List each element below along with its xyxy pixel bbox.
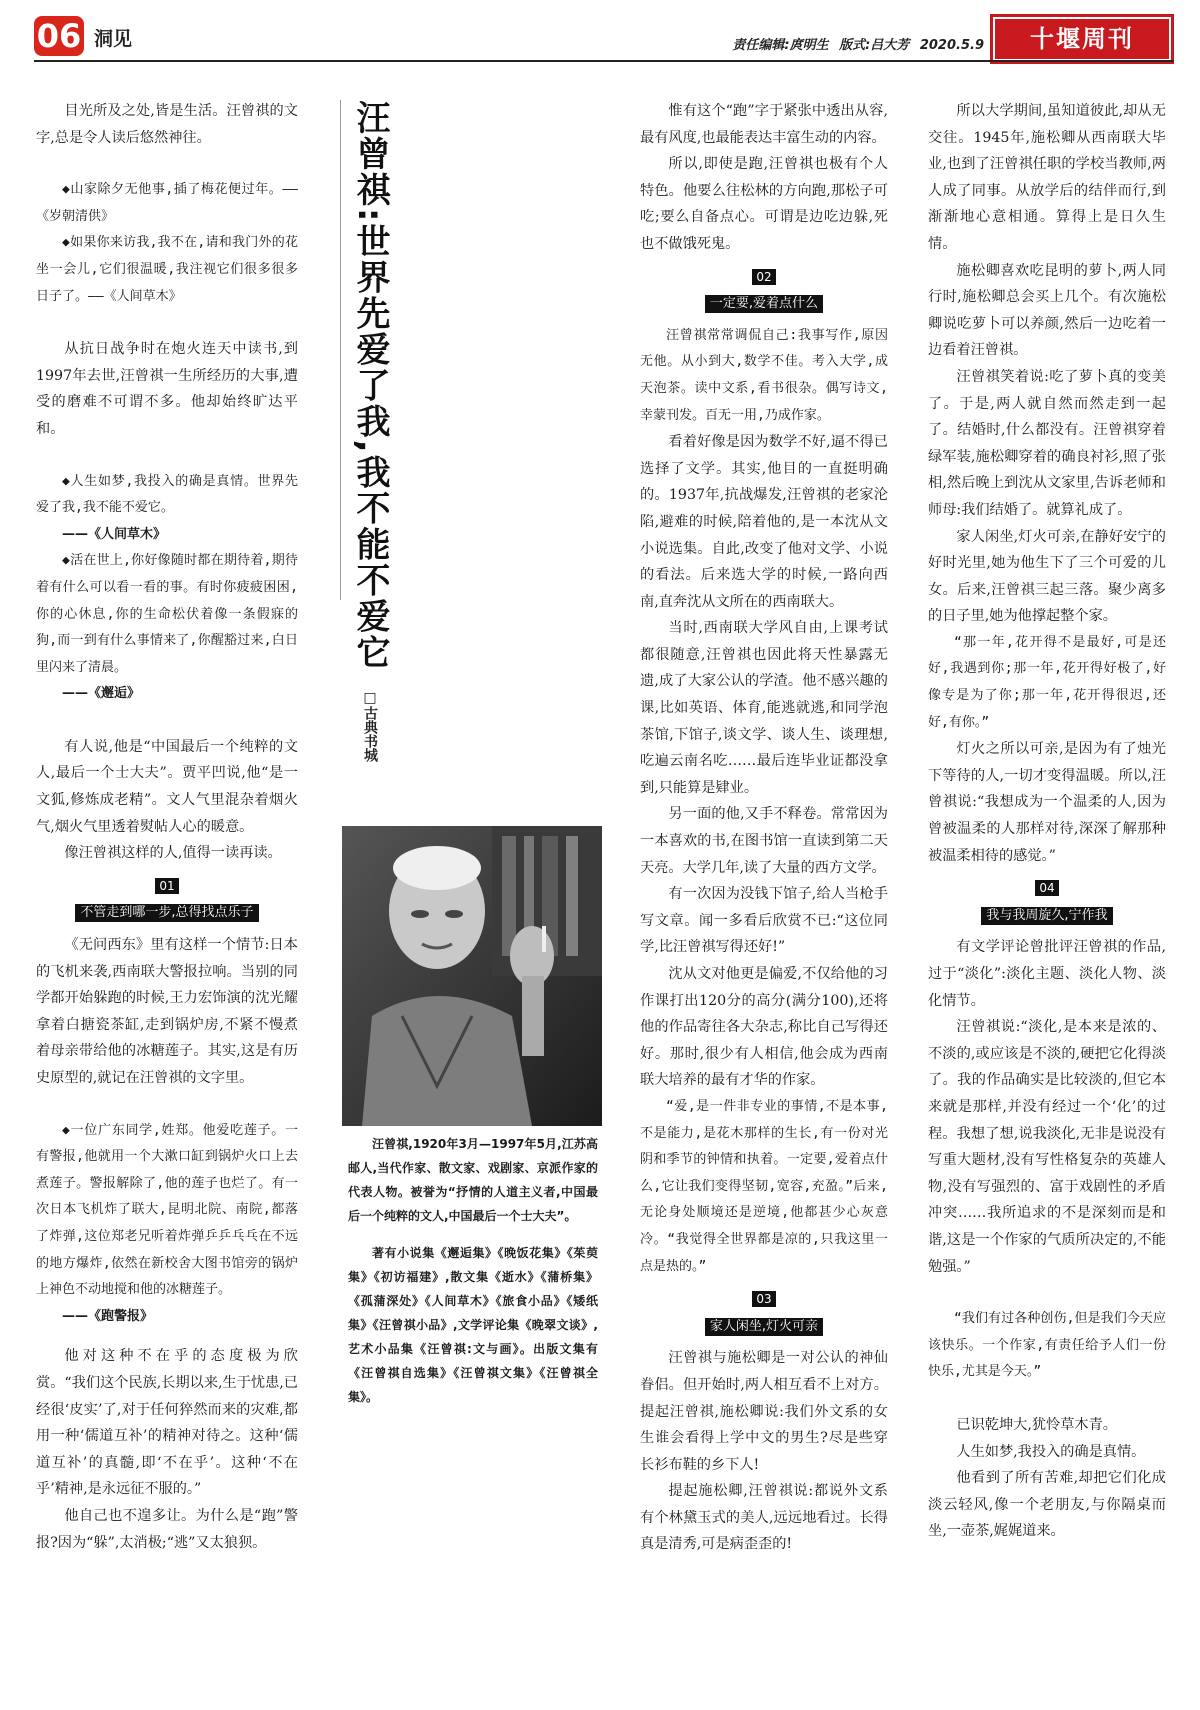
paragraph: 另一面的他,又手不释卷。常常因为一本喜欢的书,在图书馆一直读到第二天天亮。大学几年,读了大量的西方文学。 xyxy=(640,806,888,876)
quote: ◆山家除夕无他事,插了梅花便过年。——《岁朝清供》 xyxy=(36,182,298,224)
caption-works: 著有小说集《邂逅集》《晚饭花集》《茱萸集》《初访福建》,散文集《逝水》《蒲桥集》《孤蒲深处》《人间草木》《旅食小品》《矮纸集》《汪曾祺小品》,文学评论集《晚翠文谈》,艺术小品集《汪曾祺:文与画》。出版文集有《汪曾祺自选集》《汪曾祺文集》《汪曾祺全集》。 xyxy=(348,1246,598,1404)
article-byline: □古典书城 xyxy=(362,690,378,762)
paragraph: 汪曾祺与施松卿是一对公认的神仙眷侣。但开始时,两人相互看不上对方。提起汪曾祺,施松卿说:我们外文系的女生谁会看得上学中文的男生?尽是些穿长衫布鞋的乡下人! xyxy=(640,1350,888,1473)
paragraph: 人生如梦,我投入的确是真情。 xyxy=(956,1443,1146,1460)
quote-source: ——《人间草木》 xyxy=(62,526,167,542)
paragraph: 像汪曾祺这样的人,值得一读再读。 xyxy=(64,845,282,862)
section-title: 一定要,爱着点什么 xyxy=(705,295,823,313)
paragraph: 他看到了所有苦难,却把它们化成淡云轻风,像一个老朋友,与你隔桌而坐,一壶茶,娓娓道来。 xyxy=(928,1470,1166,1540)
paragraph: 他自己也不遑多让。为什么是“跑”警报?因为“躲”,太消极;“逃”又太狼狈。 xyxy=(36,1507,298,1551)
section-title: 家人闲坐,灯火可亲 xyxy=(705,1318,823,1336)
paragraph: 当时,西南联大学风自由,上课考试都很随意,汪曾祺也因此将天性暴露无遗,成了大家公认的学渣。他不感兴趣的课,比如英语、体育,能逃就逃,和同学泡茶馆,下馆子,谈文学、谈人生、谈理想,吃遍云南名吃……最后连毕业证都没拿到,只能算是肄业。 xyxy=(640,620,888,796)
section-heading-01 xyxy=(36,873,298,926)
section-number: 04 xyxy=(1035,880,1058,896)
paragraph: 他对这种不在乎的态度极为欣赏。“我们这个民族,长期以来,生于忧患,已经很‘皮实’了,对于任何猝然而来的灾难,都用一种‘儒道互补’的精神对待之。这种‘儒道互补’的真髓,即‘不在乎’。这种‘不在乎’精神,是永远征不服的。” xyxy=(36,1348,298,1498)
section-name: 洞见 xyxy=(94,28,133,50)
quote: “爱,是一件非专业的事情,不是本事,不是能力,是花木那样的生长,有一份对光阴和季节的钟情和执着。一定要,爱着点什么,它让我们变得坚韧,宽容,充盈。”后来,无论身处顺境还是逆境,他都甚少心灰意冷。“我觉得全世界都是凉的,只我这里一点是热的。” xyxy=(640,1098,888,1274)
photo-caption xyxy=(348,1132,598,1409)
section-heading-04 xyxy=(928,875,1166,928)
paragraph: 所以大学期间,虽知道彼此,却从无交往。1945年,施松卿从西南联大毕业,也到了汪曾祺任职的学校当教师,两人成了同事。从放学后的结伴而行,到渐渐地心意相通。算得上是日久生情。 xyxy=(928,103,1166,252)
paragraph: 《无问西东》里有这样一个情节:日本的飞机来袭,西南联大警报拉响。当别的同学都开始躲跑的时候,王力宏饰演的沈光耀拿着白搪瓷茶缸,走到锅炉房,不紧不慢煮着母亲带给他的冰糖莲子。其实,这是有历史原型的,就记在汪曾祺的文字里。 xyxy=(36,937,298,1086)
paragraph: 汪曾祺说:“淡化,是本来是浓的、不淡的,或应该是不淡的,硬把它化得淡了。我的作品确实是比较淡的,但它本来就是那样,并没有经过一个‘化’的过程。我想了想,说我淡化,无非是说没有写重大题材,没有写性格复杂的英雄人物,没有写强烈的、富于戏剧性的矛盾冲突……我所追求的不是深刻而是和谐,这是一个作家的气质所决定的,不能勉强。” xyxy=(928,1019,1166,1275)
section-heading-03 xyxy=(640,1286,888,1339)
section-number: 02 xyxy=(752,269,775,285)
column-4 xyxy=(928,98,1166,1545)
section-heading-02 xyxy=(640,264,888,317)
column-divider xyxy=(340,100,341,600)
quote-source: ——《邂逅》 xyxy=(62,686,141,702)
author-photo xyxy=(342,826,602,1126)
paragraph: 施松卿喜欢吃昆明的萝卜,两人同行时,施松卿总会买上几个。有次施松卿说吃萝卜可以养颜,然后一边吃着一边看着汪曾祺。 xyxy=(928,262,1166,359)
paragraph: 惟有这个“跑”字于紧张中透出从容,最有风度,也最能表达丰富生动的内容。 xyxy=(640,103,888,146)
issue-date: 2020.5.9 xyxy=(919,38,984,53)
article-title: 汪曾祺:世界先爱了我,我不能不爱它 xyxy=(350,100,390,671)
quote: ◆活在世上,你好像随时都在期待着,期待着有什么可以看一看的事。有时你疲疲困困,你的心休息,你的生命松伏着像一条假寐的狗,而一到有什么事情来了,你醒豁过来,白日里闪来了清晨。 xyxy=(36,553,298,675)
page-number: 06 xyxy=(34,16,84,56)
paragraph: 看着好像是因为数学不好,逼不得已选择了文学。其实,他目的一直挺明确的。1937年,抗战爆发,汪曾祺的老家沦陷,避难的时候,陪着他的,是一本沈从文小说选集。自此,改变了他对文学、小说的看法。后来选大学的时候,一路向西南,直奔沈从文所在的西南联大。 xyxy=(640,434,888,610)
page-header xyxy=(34,14,1174,58)
quote: 汪曾祺常常调侃自己:我事写作,原因无他。从小到大,数学不佳。考入大学,成天泡茶。读中文系,看书很杂。偶写诗文,幸蒙刊发。百无一用,乃成作家。 xyxy=(640,327,888,423)
paragraph: 提起施松卿,汪曾祺说:都说外文系有个林黛玉式的美人,远远地看过。长得真是清秀,可是病歪歪的! xyxy=(640,1483,888,1553)
quote: ◆人生如梦,我投入的确是真情。世界先爱了我,我不能不爱它。 xyxy=(36,473,298,516)
paragraph: 目光所及之处,皆是生活。汪曾祺的文字,总是令人读后悠然神往。 xyxy=(36,103,298,146)
section-title: 不管走到哪一步,总得找点乐子 xyxy=(75,904,258,922)
section-number: 03 xyxy=(752,1291,775,1307)
portrait-illustration xyxy=(342,826,602,1126)
section-number: 01 xyxy=(155,878,178,894)
paragraph: 已识乾坤大,犹怜草木青。 xyxy=(956,1416,1117,1433)
paragraph: 有人说,他是“中国最后一个纯粹的文人,最后一个士大夫”。贾平凹说,他“是一文狐,修炼成老精”。文人气里混杂着烟火气,烟火气里透着熨帖人心的暖意。 xyxy=(36,738,298,835)
quote: ◆如果你来访我,我不在,请和我门外的花坐一会儿,它们很温暖,我注视它们很多很多日子了。——《人间草木》 xyxy=(36,235,298,304)
paragraph: 有一次因为没钱下馆子,给人当枪手写文章。闻一多看后欣赏不已:“这位同学,比汪曾祺写得还好!” xyxy=(640,886,888,956)
header-rule xyxy=(34,60,1174,62)
quote-source: ——《跑警报》 xyxy=(62,1308,154,1324)
masthead-logo: 十堰周刊 xyxy=(990,14,1174,64)
paragraph: 灯火之所以可亲,是因为有了烛光下等待的人,一切才变得温暖。所以,汪曾祺说:“我想成为一个温柔的人,因为曾被温柔的人那样对待,深深了解那种被温柔相待的感觉。” xyxy=(928,741,1166,864)
paragraph: 从抗日战争时在炮火连天中读书,到1997年去世,汪曾祺一生所经历的大事,遭受的磨难不可谓不多。他却始终旷达平和。 xyxy=(36,341,298,437)
quote: “我们有过各种创伤,但是我们今天应该快乐。一个作家,有责任给予人们一份快乐,尤其是今天。” xyxy=(928,1311,1166,1380)
quote: ◆一位广东同学,姓郑。他爱吃莲子。一有警报,他就用一个大漱口缸到锅炉火口上去煮莲子。警报解除了,他的莲子也烂了。有一次日本飞机炸了联大,昆明北院、南院,都落了炸弹,这位郑老兄听着炸弹乒乒乓乓在不远的地方爆炸,依然在新校舍大图书馆旁的锅炉上神色不动地搅和他的冰糖莲子。 xyxy=(36,1122,298,1298)
column-1 xyxy=(36,98,298,1556)
editor-info xyxy=(726,34,984,53)
layout-designer: 版式:吕大芳 xyxy=(839,38,910,53)
paragraph: 沈从文对他更是偏爱,不仅给他的习作课打出120分的高分(满分100),还将他的作品寄往各大杂志,称比自己写得还好。那时,很少有人相信,他会成为西南联大培养的最有才华的作家。 xyxy=(640,966,888,1089)
section-title: 我与我周旋久,宁作我 xyxy=(981,907,1112,925)
column-3 xyxy=(640,98,888,1558)
caption-bio: 汪曾祺,1920年3月—1997年5月,江苏高邮人,当代作家、散文家、戏剧家、京派作家的代表人物。被誉为“抒情的人道主义者,中国最后一个纯粹的文人,中国最后一个士大夫”。 xyxy=(348,1137,598,1223)
editor-name: 责任编辑:庹明生 xyxy=(732,38,829,53)
paragraph: 汪曾祺笑着说:吃了萝卜真的变美了。于是,两人就自然而然走到一起了。结婚时,什么都没有。汪曾祺穿着绿军装,施松卿穿着的确良衬衫,照了张相,然后晚上到沈从文家里,告诉老师和师母:我们结婚了。就算礼成了。 xyxy=(928,368,1166,518)
paragraph: 家人闲坐,灯火可亲,在静好安宁的好时光里,她为他生下了三个可爱的儿女。后来,汪曾祺三起三落。聚少离多的日子里,她为他撑起整个家。 xyxy=(928,528,1166,625)
quote: “那一年,花开得不是最好,可是还好,我遇到你;那一年,花开得好极了,好像专是为了你;那一年,花开得很迟,还好,有你。” xyxy=(928,634,1166,730)
paragraph: 所以,即使是跑,汪曾祺也极有个人特色。他要么往松林的方向跑,那松子可吃;要么自备点心。可谓是边吃边躲,死也不做饿死鬼。 xyxy=(640,156,888,252)
paragraph: 有文学评论曾批评汪曾祺的作品,过于“淡化”:淡化主题、淡化人物、淡化情节。 xyxy=(928,939,1166,1009)
